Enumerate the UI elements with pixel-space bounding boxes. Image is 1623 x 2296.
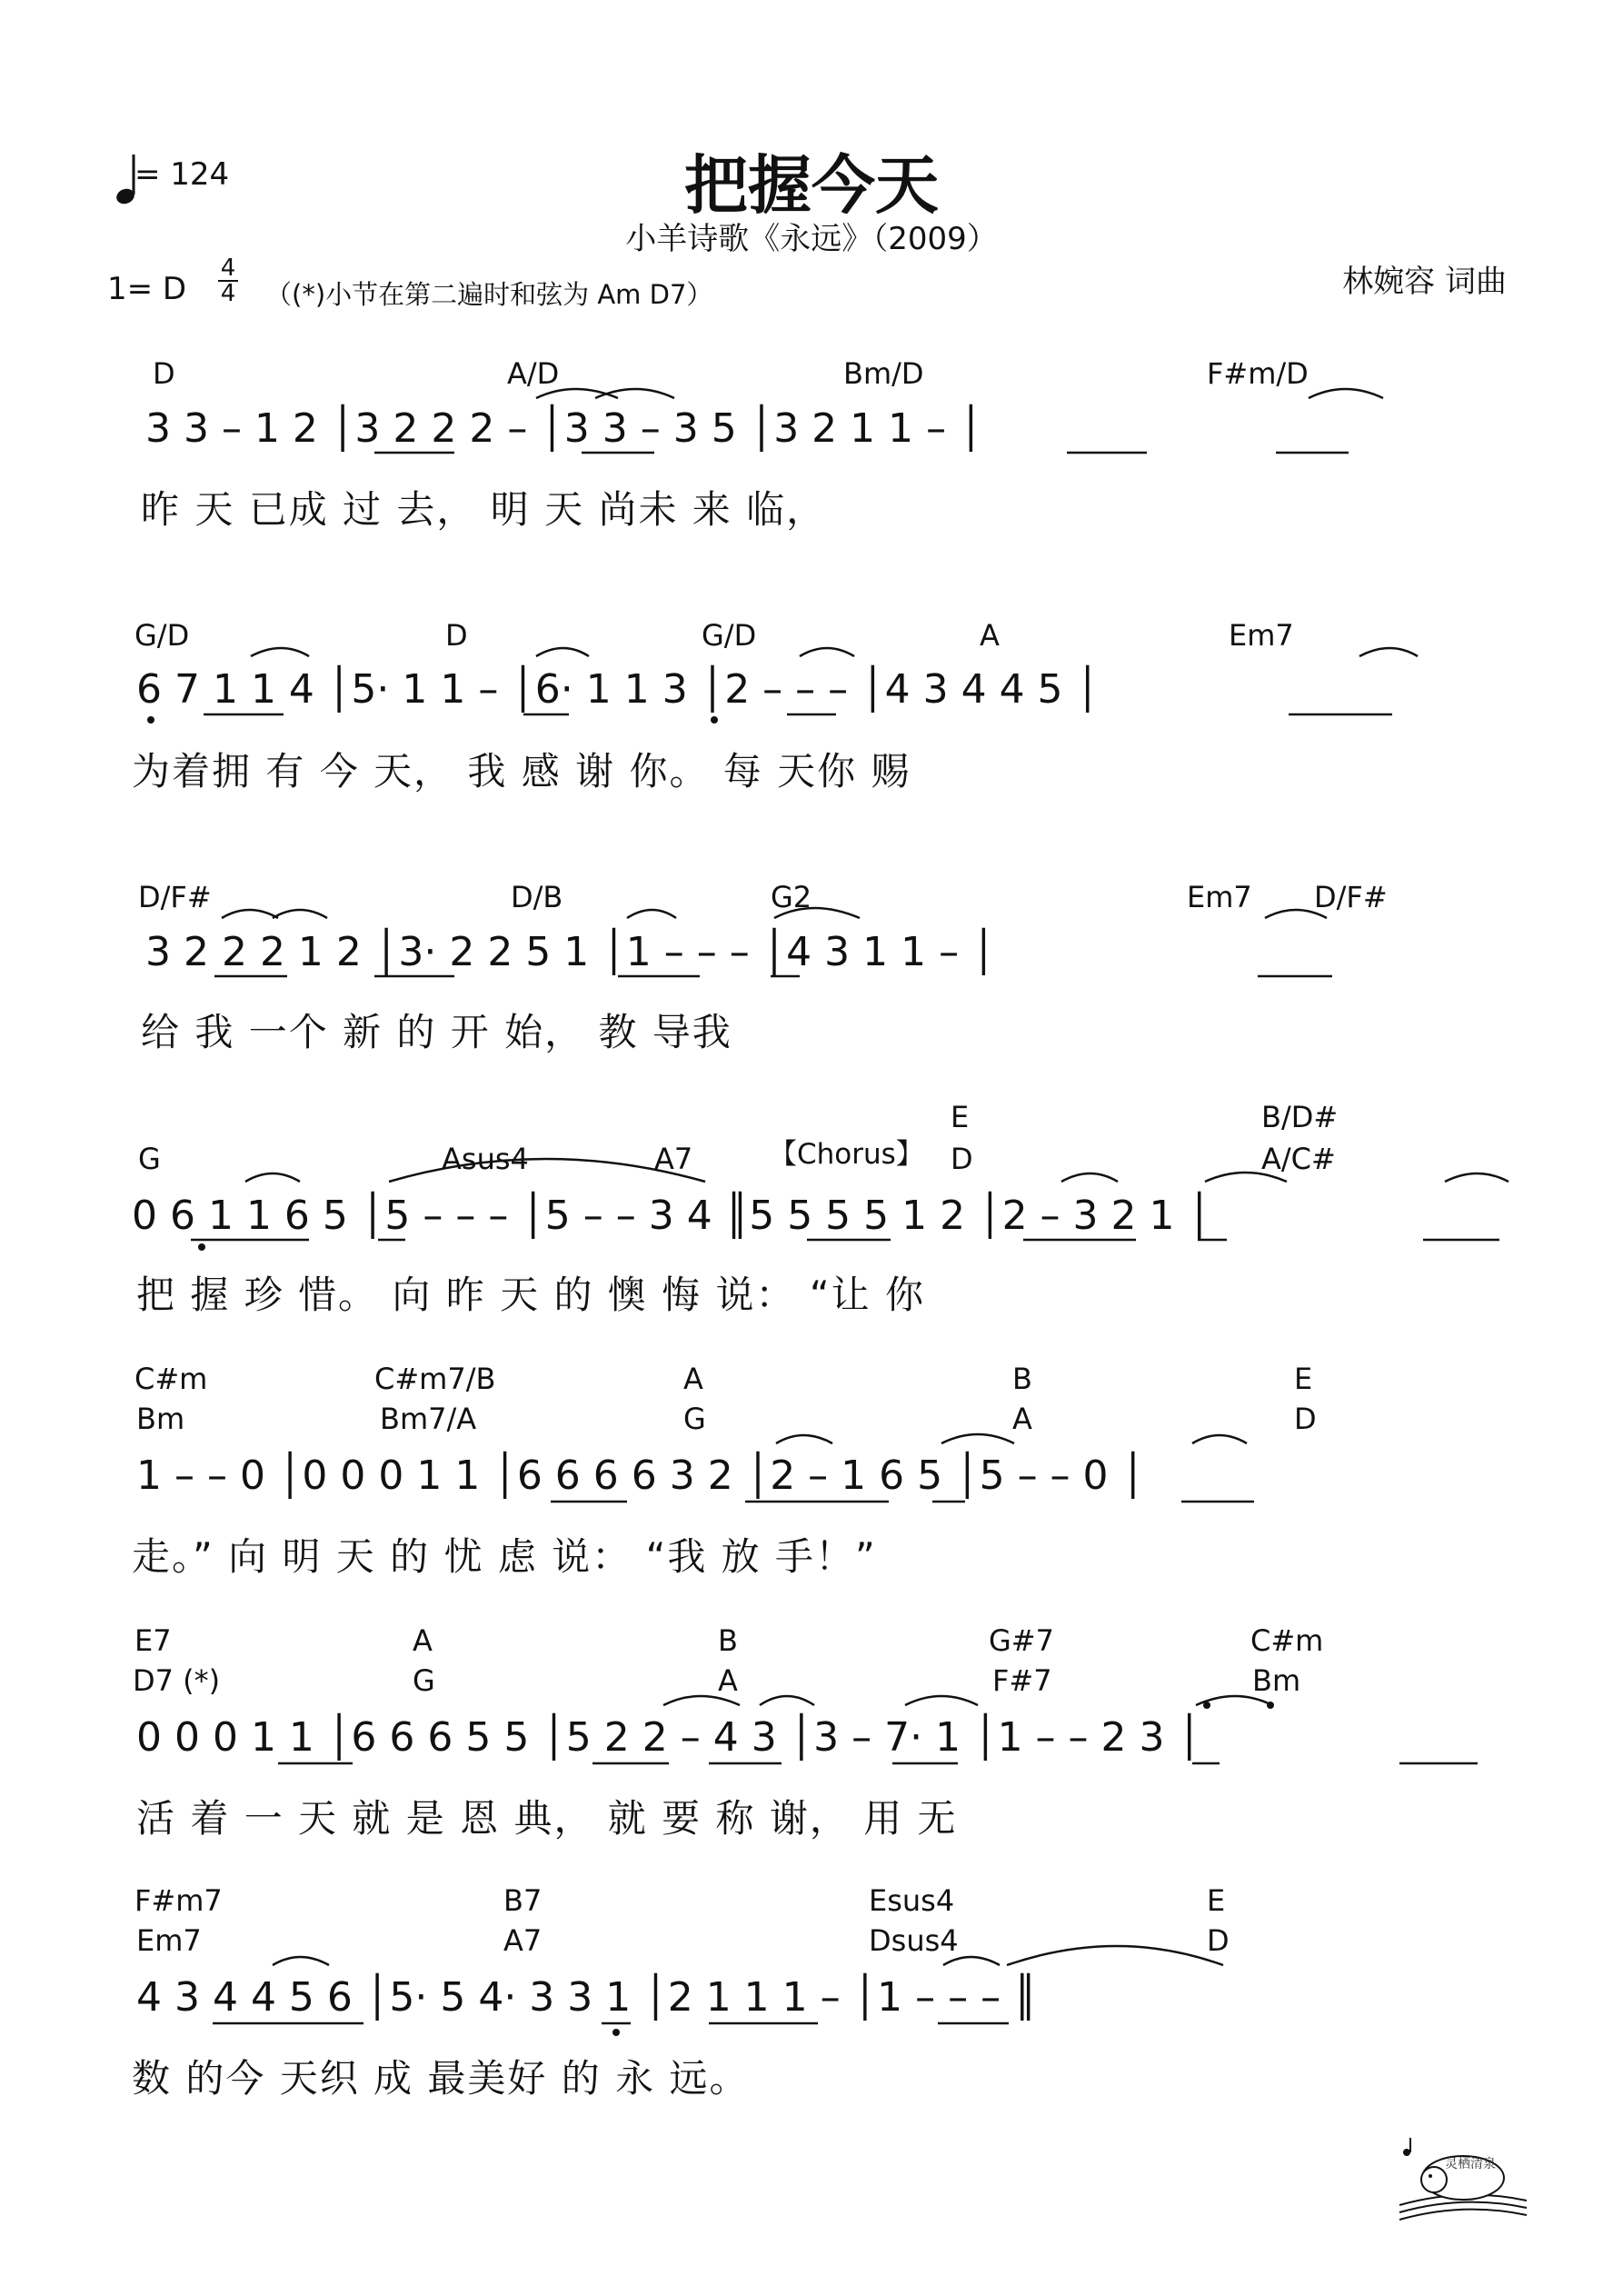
chord-label: B7 — [503, 1883, 543, 1918]
chord-label: Em7 — [136, 1923, 202, 1958]
chord-label: C#m7/B — [374, 1362, 496, 1396]
chord-label: G2 — [771, 880, 812, 914]
lyric-line: 昨 天 已成 过 去， 明 天 尚未 来 临， — [141, 487, 827, 532]
chord-label: D/B — [511, 880, 563, 914]
chord-label: Bm/D — [843, 356, 924, 391]
notation-line: 3 3 – 1 2 │3 2 2 2 – │3 3 – 3 5 │3 2 1 1 – │ — [145, 405, 983, 452]
song-title: 把握今天 — [684, 148, 939, 223]
chord-label: D/F# — [1314, 880, 1388, 914]
chord-label: Em7 — [1229, 618, 1294, 653]
lyric-line: 数 的今 天织 成 最美好 的 永 远。 — [132, 2056, 750, 2101]
chord-label: A — [683, 1362, 703, 1396]
chord-label: A — [980, 618, 1000, 653]
chord-label: G — [683, 1402, 706, 1436]
song-subtitle: 小羊诗歌《永远》（2009） — [625, 221, 998, 257]
chord-label: G#7 — [989, 1623, 1054, 1658]
tempo-marking: = 124 — [134, 156, 230, 193]
chord-label: B — [718, 1623, 738, 1658]
chord-label: G — [413, 1663, 435, 1698]
notation-line: 3 2 2 2 1 2 │3· 2 2 5 1 │1 – – – │4 3 1 1 – │ — [145, 929, 996, 975]
notation-line: 0 6 1 1 6 5 │5 – – – │5 – – 3 4 ║5 5 5 5 1 2 │2 – 3 2 1 │ — [132, 1193, 1211, 1239]
chord-label: G/D — [702, 618, 757, 653]
time-sig-top: 4 — [220, 255, 236, 282]
chord-label: F#7 — [992, 1663, 1052, 1698]
key-signature: 1= D — [107, 271, 187, 307]
notation-line: 0 0 0 1 1 │6 6 6 5 5 │5 2 2 – 4 3 │3 – 7· 1 │1 – – 2 3 │ — [136, 1714, 1201, 1761]
chord-label: E — [1207, 1883, 1226, 1918]
chord-label: D — [951, 1142, 973, 1176]
lyric-line: 为着拥 有 今 天， 我 感 谢 你。 每 天你 赐 — [132, 749, 911, 794]
chord-label: D7 (*) — [133, 1663, 221, 1698]
chord-label: A/C# — [1261, 1142, 1336, 1176]
chord-label: D — [445, 618, 468, 653]
lyric-line: 走。” 向 明 天 的 忧 虑 说： “我 放 手！” — [132, 1534, 877, 1579]
chord-label: D/F# — [138, 880, 212, 914]
chord-label: B — [1012, 1362, 1032, 1396]
lyric-line: 活 着 一 天 就 是 恩 典， 就 要 称 谢， 用 无 — [136, 1796, 958, 1841]
chord-label: D — [1294, 1402, 1317, 1436]
chord-note: （(*)小节在第二遍时和弦为 Am D7） — [265, 279, 713, 310]
chord-label: Dsus4 — [869, 1923, 959, 1958]
chord-label: A — [718, 1663, 738, 1698]
chord-label: Esus4 — [869, 1883, 955, 1918]
notation-line: 1 – – 0 │0 0 0 1 1 │6 6 6 6 3 2 │2 – 1 6 5 │5 – – 0 │ — [136, 1452, 1146, 1499]
notation-line: 4 3 4 4 5 6 │5· 5 4· 3 3 1 │2 1 1 1 – │1 – – – ║ — [136, 1974, 1038, 2021]
chord-label: Bm7/A — [380, 1402, 477, 1436]
chord-label: E7 — [134, 1623, 172, 1658]
chord-label: Asus4 — [442, 1142, 529, 1176]
composer-credit: 林婉容 词曲 — [1342, 264, 1507, 300]
chord-label: Bm — [1252, 1663, 1301, 1698]
chord-label: G/D — [134, 618, 190, 653]
lyric-line: 把 握 珍 惜。 向 昨 天 的 懊 悔 说： “让 你 — [136, 1273, 925, 1317]
chord-label: D — [153, 356, 175, 391]
chord-label: A/D — [507, 356, 560, 391]
chord-label: C#m — [134, 1362, 208, 1396]
chord-label: E — [951, 1100, 970, 1134]
lyric-line: 给 我 一个 新 的 开 始， 教 导我 — [141, 1010, 732, 1054]
time-sig-bottom: 4 — [220, 280, 236, 307]
chorus-marker: 【Chorus】 — [769, 1138, 924, 1171]
chord-label: E — [1294, 1362, 1313, 1396]
chord-label: Em7 — [1187, 880, 1252, 914]
chord-label: A — [1012, 1402, 1032, 1436]
notation-line: 6 7 1 1 4 │5· 1 1 – │6· 1 1 3 │2 – – – │4 3 4 4 5 │ — [136, 666, 1100, 713]
chord-label: A7 — [503, 1923, 543, 1958]
chord-label: Bm — [136, 1402, 185, 1436]
chord-label: F#m/D — [1207, 356, 1309, 391]
chord-label: F#m7 — [134, 1883, 223, 1918]
chord-label: D — [1207, 1923, 1230, 1958]
chord-label: C#m — [1250, 1623, 1324, 1658]
logo-text: 灵栖清泉 — [1445, 2157, 1496, 2171]
chord-label: A7 — [654, 1142, 693, 1176]
chord-label: B/D# — [1261, 1100, 1339, 1134]
chord-label: G — [138, 1142, 161, 1176]
chord-label: A — [413, 1623, 433, 1658]
logo-image — [1390, 2132, 1536, 2236]
